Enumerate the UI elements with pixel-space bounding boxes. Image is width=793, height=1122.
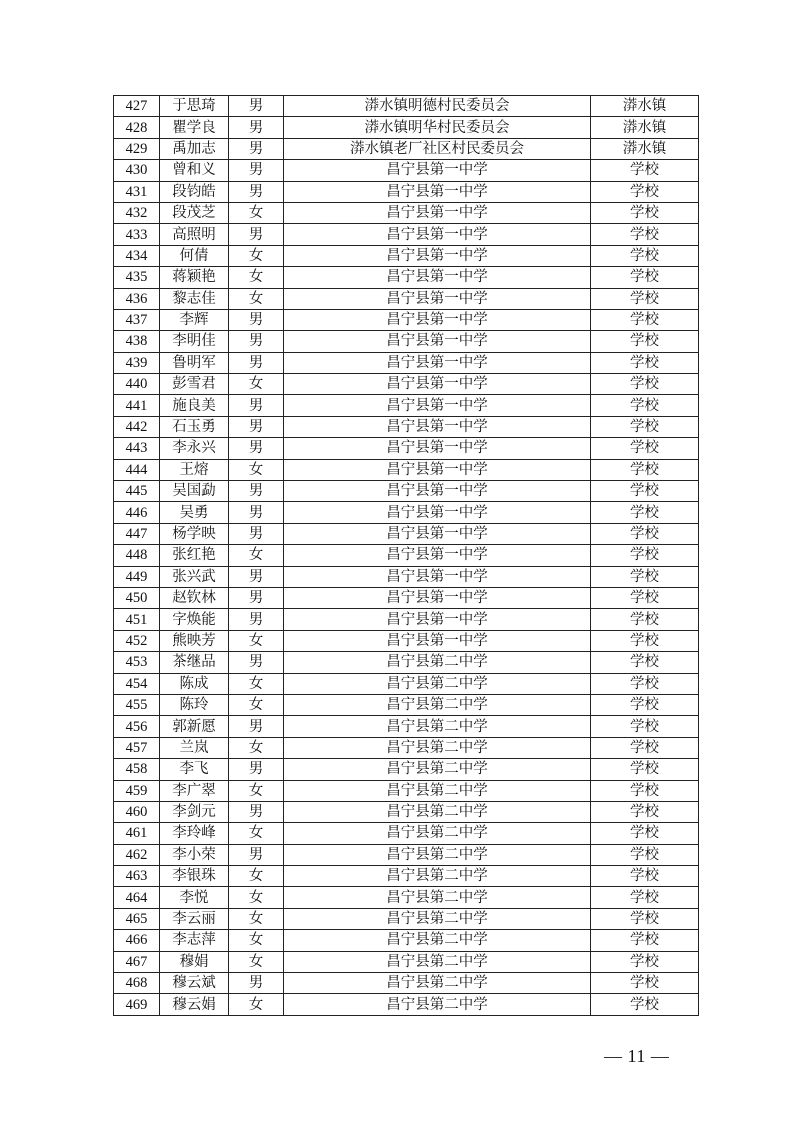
table-row <box>114 309 699 330</box>
cell-unit: 昌宁县第一中学 <box>284 267 591 288</box>
cell-category: 学校 <box>591 973 699 994</box>
table-row <box>114 395 699 416</box>
cell-name: 张兴武 <box>160 566 229 587</box>
cell-name: 施良美 <box>160 395 229 416</box>
cell-unit: 昌宁县第一中学 <box>284 587 591 608</box>
cell-number: 454 <box>114 673 160 694</box>
cell-unit: 漭水镇老厂社区村民委员会 <box>284 138 591 159</box>
cell-unit: 昌宁县第一中学 <box>284 545 591 566</box>
cell-gender: 男 <box>229 438 284 459</box>
cell-gender: 男 <box>229 181 284 202</box>
cell-gender: 女 <box>229 887 284 908</box>
table-row <box>114 181 699 202</box>
cell-number: 469 <box>114 994 160 1015</box>
cell-name: 瞿学良 <box>160 117 229 138</box>
cell-name: 李云丽 <box>160 908 229 929</box>
cell-unit: 昌宁县第二中学 <box>284 780 591 801</box>
table-row <box>114 545 699 566</box>
cell-gender: 女 <box>229 737 284 758</box>
cell-gender: 男 <box>229 224 284 245</box>
table-row <box>114 245 699 266</box>
cell-unit: 昌宁县第一中学 <box>284 245 591 266</box>
cell-gender: 男 <box>229 331 284 352</box>
cell-name: 彭雪君 <box>160 374 229 395</box>
cell-number: 455 <box>114 694 160 715</box>
cell-category: 学校 <box>591 759 699 780</box>
table-row <box>114 866 699 887</box>
cell-number: 430 <box>114 160 160 181</box>
cell-number: 433 <box>114 224 160 245</box>
cell-number: 448 <box>114 545 160 566</box>
cell-number: 442 <box>114 416 160 437</box>
cell-number: 435 <box>114 267 160 288</box>
table-row <box>114 630 699 651</box>
cell-number: 461 <box>114 823 160 844</box>
cell-name: 字焕能 <box>160 609 229 630</box>
cell-gender: 男 <box>229 138 284 159</box>
cell-number: 458 <box>114 759 160 780</box>
page-number: — 11 — <box>604 1046 670 1066</box>
cell-unit: 昌宁县第一中学 <box>284 331 591 352</box>
cell-gender: 女 <box>229 673 284 694</box>
cell-number: 447 <box>114 523 160 544</box>
cell-name: 陈玲 <box>160 694 229 715</box>
cell-number: 456 <box>114 716 160 737</box>
cell-gender: 女 <box>229 267 284 288</box>
table-row <box>114 801 699 822</box>
cell-name: 鲁明军 <box>160 352 229 373</box>
cell-name: 曾和义 <box>160 160 229 181</box>
table-row <box>114 716 699 737</box>
cell-number: 434 <box>114 245 160 266</box>
cell-unit: 昌宁县第一中学 <box>284 181 591 202</box>
cell-name: 穆云娟 <box>160 994 229 1015</box>
cell-name: 王熔 <box>160 459 229 480</box>
cell-gender: 男 <box>229 481 284 502</box>
table-row <box>114 523 699 544</box>
cell-number: 457 <box>114 737 160 758</box>
cell-name: 赵钦林 <box>160 587 229 608</box>
table-row <box>114 566 699 587</box>
cell-gender: 女 <box>229 951 284 972</box>
cell-gender: 女 <box>229 994 284 1015</box>
cell-number: 429 <box>114 138 160 159</box>
table-row <box>114 930 699 951</box>
cell-category: 学校 <box>591 908 699 929</box>
cell-name: 石玉勇 <box>160 416 229 437</box>
cell-category: 学校 <box>591 652 699 673</box>
cell-number: 464 <box>114 887 160 908</box>
cell-category: 学校 <box>591 267 699 288</box>
cell-gender: 男 <box>229 309 284 330</box>
cell-number: 449 <box>114 566 160 587</box>
table-row <box>114 288 699 309</box>
cell-category: 学校 <box>591 309 699 330</box>
cell-name: 段钧皓 <box>160 181 229 202</box>
table-row <box>114 459 699 480</box>
cell-category: 漭水镇 <box>591 117 699 138</box>
cell-gender: 男 <box>229 759 284 780</box>
cell-gender: 男 <box>229 96 284 117</box>
cell-unit: 昌宁县第一中学 <box>284 438 591 459</box>
cell-category: 学校 <box>591 374 699 395</box>
cell-gender: 女 <box>229 823 284 844</box>
cell-gender: 女 <box>229 930 284 951</box>
cell-gender: 男 <box>229 609 284 630</box>
table-row <box>114 587 699 608</box>
cell-unit: 昌宁县第二中学 <box>284 887 591 908</box>
table-row <box>114 951 699 972</box>
cell-unit: 昌宁县第一中学 <box>284 224 591 245</box>
table-row <box>114 138 699 159</box>
cell-name: 杨学映 <box>160 523 229 544</box>
table-row <box>114 694 699 715</box>
cell-category: 学校 <box>591 716 699 737</box>
cell-name: 何倩 <box>160 245 229 266</box>
cell-unit: 昌宁县第一中学 <box>284 352 591 373</box>
cell-unit: 昌宁县第一中学 <box>284 374 591 395</box>
cell-unit: 昌宁县第一中学 <box>284 481 591 502</box>
table-row <box>114 352 699 373</box>
cell-category: 学校 <box>591 844 699 865</box>
table-row <box>114 973 699 994</box>
cell-name: 穆云斌 <box>160 973 229 994</box>
cell-gender: 男 <box>229 502 284 523</box>
cell-unit: 昌宁县第二中学 <box>284 994 591 1015</box>
table-row <box>114 994 699 1015</box>
cell-unit: 昌宁县第一中学 <box>284 502 591 523</box>
table-row <box>114 416 699 437</box>
cell-gender: 男 <box>229 352 284 373</box>
cell-number: 436 <box>114 288 160 309</box>
cell-unit: 昌宁县第一中学 <box>284 630 591 651</box>
cell-gender: 男 <box>229 587 284 608</box>
cell-gender: 男 <box>229 160 284 181</box>
cell-name: 郭新愿 <box>160 716 229 737</box>
cell-name: 茶继品 <box>160 652 229 673</box>
cell-name: 蒋颖艳 <box>160 267 229 288</box>
table-row <box>114 331 699 352</box>
cell-name: 兰岚 <box>160 737 229 758</box>
table-row <box>114 673 699 694</box>
table-row <box>114 502 699 523</box>
cell-unit: 昌宁县第一中学 <box>284 202 591 223</box>
cell-name: 穆娟 <box>160 951 229 972</box>
cell-category: 学校 <box>591 481 699 502</box>
cell-category: 学校 <box>591 160 699 181</box>
cell-gender: 女 <box>229 545 284 566</box>
cell-category: 学校 <box>591 523 699 544</box>
cell-name: 李小荣 <box>160 844 229 865</box>
cell-name: 李飞 <box>160 759 229 780</box>
cell-category: 学校 <box>591 887 699 908</box>
table-row <box>114 438 699 459</box>
cell-gender: 女 <box>229 288 284 309</box>
cell-gender: 女 <box>229 780 284 801</box>
table-row <box>114 887 699 908</box>
table-row <box>114 823 699 844</box>
cell-gender: 女 <box>229 866 284 887</box>
table-row <box>114 160 699 181</box>
cell-number: 467 <box>114 951 160 972</box>
cell-name: 于思琦 <box>160 96 229 117</box>
table-row <box>114 267 699 288</box>
cell-category: 学校 <box>591 545 699 566</box>
cell-name: 禹加志 <box>160 138 229 159</box>
cell-unit: 昌宁县第二中学 <box>284 652 591 673</box>
cell-gender: 男 <box>229 652 284 673</box>
cell-unit: 昌宁县第一中学 <box>284 566 591 587</box>
cell-unit: 昌宁县第一中学 <box>284 395 591 416</box>
cell-unit: 昌宁县第一中学 <box>284 459 591 480</box>
cell-name: 李志萍 <box>160 930 229 951</box>
table-row <box>114 374 699 395</box>
cell-unit: 昌宁县第二中学 <box>284 930 591 951</box>
table-row <box>114 481 699 502</box>
cell-number: 428 <box>114 117 160 138</box>
cell-unit: 昌宁县第一中学 <box>284 309 591 330</box>
cell-number: 466 <box>114 930 160 951</box>
cell-category: 学校 <box>591 994 699 1015</box>
cell-number: 453 <box>114 652 160 673</box>
cell-number: 468 <box>114 973 160 994</box>
cell-unit: 昌宁县第二中学 <box>284 823 591 844</box>
cell-gender: 女 <box>229 908 284 929</box>
cell-name: 李玲峰 <box>160 823 229 844</box>
cell-number: 431 <box>114 181 160 202</box>
cell-category: 学校 <box>591 801 699 822</box>
cell-unit: 昌宁县第二中学 <box>284 694 591 715</box>
cell-gender: 男 <box>229 801 284 822</box>
cell-category: 学校 <box>591 866 699 887</box>
cell-category: 学校 <box>591 566 699 587</box>
cell-number: 441 <box>114 395 160 416</box>
cell-number: 451 <box>114 609 160 630</box>
cell-name: 李银珠 <box>160 866 229 887</box>
cell-gender: 男 <box>229 395 284 416</box>
cell-number: 427 <box>114 96 160 117</box>
cell-category: 学校 <box>591 181 699 202</box>
cell-category: 学校 <box>591 587 699 608</box>
cell-category: 学校 <box>591 694 699 715</box>
cell-unit: 昌宁县第二中学 <box>284 759 591 780</box>
roster-table <box>113 95 699 1016</box>
cell-unit: 昌宁县第二中学 <box>284 716 591 737</box>
cell-category: 漭水镇 <box>591 138 699 159</box>
cell-name: 高照明 <box>160 224 229 245</box>
cell-name: 陈成 <box>160 673 229 694</box>
cell-unit: 昌宁县第一中学 <box>284 160 591 181</box>
cell-category: 学校 <box>591 823 699 844</box>
table-row <box>114 652 699 673</box>
cell-category: 学校 <box>591 245 699 266</box>
cell-number: 443 <box>114 438 160 459</box>
cell-gender: 男 <box>229 117 284 138</box>
table-row <box>114 609 699 630</box>
cell-number: 450 <box>114 587 160 608</box>
cell-unit: 昌宁县第一中学 <box>284 288 591 309</box>
cell-gender: 女 <box>229 374 284 395</box>
cell-name: 吴勇 <box>160 502 229 523</box>
cell-name: 李剑元 <box>160 801 229 822</box>
cell-unit: 昌宁县第二中学 <box>284 801 591 822</box>
cell-unit: 昌宁县第二中学 <box>284 844 591 865</box>
cell-name: 段茂芝 <box>160 202 229 223</box>
cell-number: 446 <box>114 502 160 523</box>
cell-gender: 男 <box>229 973 284 994</box>
cell-number: 463 <box>114 866 160 887</box>
cell-category: 学校 <box>591 395 699 416</box>
cell-category: 漭水镇 <box>591 96 699 117</box>
cell-unit: 昌宁县第二中学 <box>284 737 591 758</box>
cell-number: 432 <box>114 202 160 223</box>
cell-unit: 昌宁县第二中学 <box>284 973 591 994</box>
cell-gender: 男 <box>229 416 284 437</box>
cell-category: 学校 <box>591 288 699 309</box>
cell-name: 熊映芳 <box>160 630 229 651</box>
table-row <box>114 844 699 865</box>
cell-category: 学校 <box>591 352 699 373</box>
cell-unit: 昌宁县第二中学 <box>284 866 591 887</box>
cell-name: 李悦 <box>160 887 229 908</box>
cell-unit: 昌宁县第二中学 <box>284 673 591 694</box>
cell-category: 学校 <box>591 202 699 223</box>
cell-unit: 昌宁县第二中学 <box>284 951 591 972</box>
cell-number: 465 <box>114 908 160 929</box>
cell-category: 学校 <box>591 416 699 437</box>
cell-gender: 女 <box>229 459 284 480</box>
cell-number: 440 <box>114 374 160 395</box>
cell-category: 学校 <box>591 331 699 352</box>
cell-category: 学校 <box>591 459 699 480</box>
cell-unit: 昌宁县第二中学 <box>284 908 591 929</box>
cell-unit: 昌宁县第一中学 <box>284 609 591 630</box>
cell-number: 444 <box>114 459 160 480</box>
cell-name: 吴国勐 <box>160 481 229 502</box>
cell-gender: 女 <box>229 245 284 266</box>
table-row <box>114 96 699 117</box>
cell-number: 445 <box>114 481 160 502</box>
cell-category: 学校 <box>591 930 699 951</box>
cell-gender: 女 <box>229 630 284 651</box>
cell-name: 李永兴 <box>160 438 229 459</box>
cell-gender: 男 <box>229 716 284 737</box>
cell-number: 460 <box>114 801 160 822</box>
roster-table-body <box>114 96 699 1016</box>
cell-category: 学校 <box>591 630 699 651</box>
cell-number: 437 <box>114 309 160 330</box>
cell-category: 学校 <box>591 780 699 801</box>
cell-unit: 漭水镇明德村民委员会 <box>284 96 591 117</box>
cell-gender: 男 <box>229 844 284 865</box>
cell-number: 452 <box>114 630 160 651</box>
cell-name: 黎志佳 <box>160 288 229 309</box>
cell-gender: 女 <box>229 202 284 223</box>
cell-unit: 漭水镇明华村民委员会 <box>284 117 591 138</box>
cell-number: 462 <box>114 844 160 865</box>
cell-gender: 男 <box>229 523 284 544</box>
cell-category: 学校 <box>591 673 699 694</box>
cell-gender: 男 <box>229 566 284 587</box>
cell-name: 李辉 <box>160 309 229 330</box>
table-row <box>114 759 699 780</box>
cell-number: 439 <box>114 352 160 373</box>
cell-name: 李明佳 <box>160 331 229 352</box>
cell-category: 学校 <box>591 737 699 758</box>
cell-category: 学校 <box>591 502 699 523</box>
cell-number: 459 <box>114 780 160 801</box>
table-row <box>114 737 699 758</box>
table-row <box>114 780 699 801</box>
table-row <box>114 202 699 223</box>
cell-category: 学校 <box>591 224 699 245</box>
cell-name: 李广翠 <box>160 780 229 801</box>
cell-category: 学校 <box>591 951 699 972</box>
cell-gender: 女 <box>229 694 284 715</box>
table-row <box>114 117 699 138</box>
cell-unit: 昌宁县第一中学 <box>284 523 591 544</box>
cell-category: 学校 <box>591 438 699 459</box>
cell-name: 张红艳 <box>160 545 229 566</box>
cell-unit: 昌宁县第一中学 <box>284 416 591 437</box>
cell-category: 学校 <box>591 609 699 630</box>
table-row <box>114 224 699 245</box>
cell-number: 438 <box>114 331 160 352</box>
table-row <box>114 908 699 929</box>
